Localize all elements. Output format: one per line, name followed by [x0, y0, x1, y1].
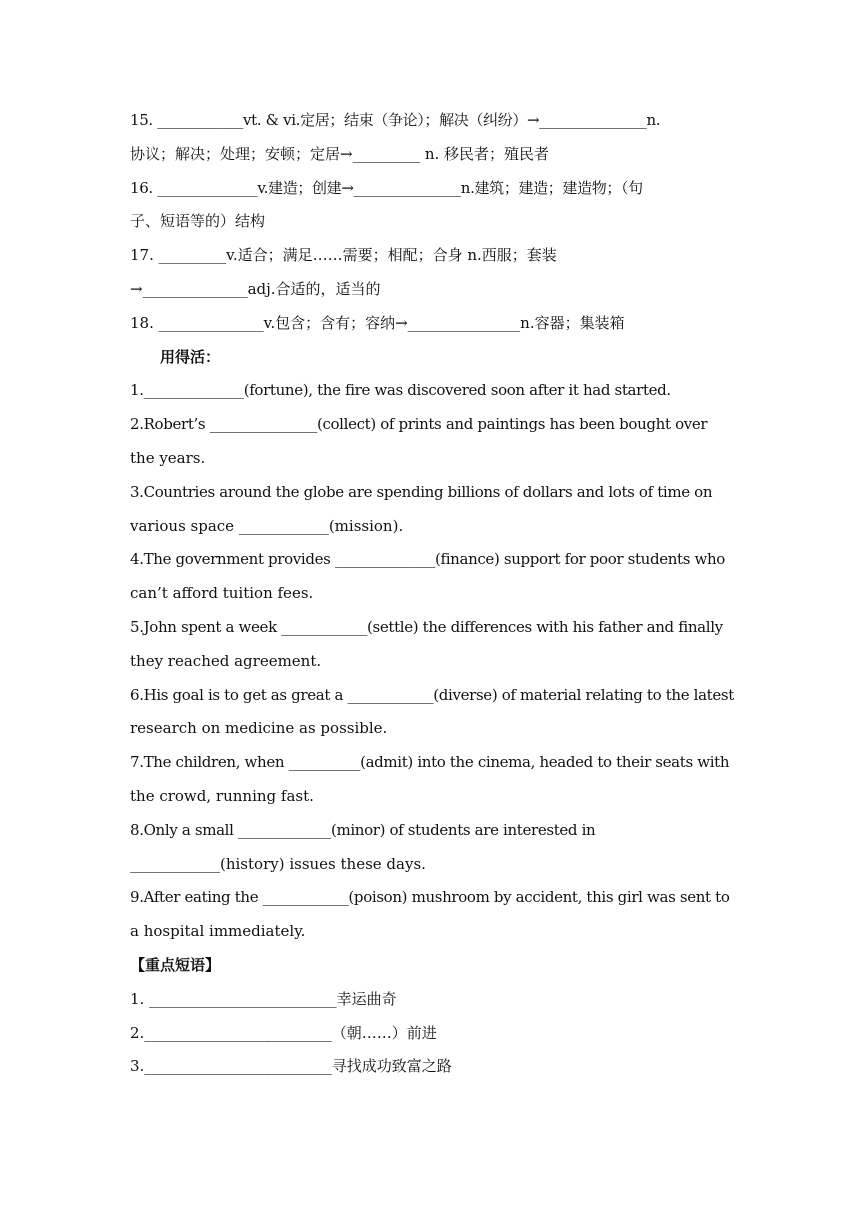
- exercise-8-line-2: ____________(history) issues these days.: [130, 854, 426, 873]
- exercise-6-line-1: 6.His goal is to get as great a ____________(diverse) of material relating to the latest: [130, 685, 734, 704]
- vocab-item-16-line-2: 子、短语等的）结构: [130, 212, 266, 231]
- vocab-item-17-line-2: →______________adj.合适的，适当的: [130, 279, 381, 298]
- document-content: [130, 104, 732, 1084]
- exercise-3-line-1: 3.Countries around the globe are spending billions of dollars and lots of time on: [130, 482, 713, 501]
- phrases-heading: 【重点短语】: [130, 955, 221, 974]
- vocab-item-18-line-1: 18. ______________v.包含；含有；容纳→_______________n.容器；集装箱: [130, 313, 625, 332]
- exercise-4-line-2: can’t afford tuition fees.: [130, 584, 314, 603]
- exercise-4-line-1: 4.The government provides ______________(finance) support for poor students who: [130, 550, 725, 569]
- exercise-9-line-2: a hospital immediately.: [130, 922, 306, 941]
- exercise-7-line-2: the crowd, running fast.: [130, 786, 314, 805]
- exercise-6-line-2: research on medicine as possible.: [130, 719, 388, 738]
- phrase-item-3: 3._________________________寻找成功致富之路: [130, 1057, 452, 1076]
- vocab-item-15-line-2: 协议；解决；处理；安顿；定居→_________ n. 移民者；殖民者: [130, 144, 550, 163]
- exercise-2-line-2: the years.: [130, 448, 206, 467]
- exercise-5-line-2: they reached agreement.: [130, 651, 322, 670]
- exercise-7-line-1: 7.The children, when __________(admit) into the cinema, headed to their seats with: [130, 753, 730, 772]
- vocab-item-16-line-1: 16. ______________v.建造；创建→_______________n.建筑；建造；建造物；（句: [130, 178, 643, 197]
- exercise-3-line-2: various space ____________(mission).: [130, 516, 404, 535]
- exercise-8-line-1: 8.Only a small _____________(minor) of students are interested in: [130, 820, 596, 839]
- phrase-item-2: 2._________________________（朝……）前进: [130, 1023, 437, 1042]
- vocab-item-17-line-1: 17. _________v.适合；满足……需要；相配；合身 n.西服；套装: [130, 246, 557, 265]
- usage-heading: 用得活：: [160, 347, 221, 366]
- exercise-5-line-1: 5.John spent a week ____________(settle) the differences with his father and finally: [130, 617, 723, 636]
- exercise-2-line-1: 2.Robert’s _______________(collect) of prints and paintings has been bought over: [130, 415, 708, 434]
- exercise-1-line-1: 1.______________(fortune), the fire was discovered soon after it had started.: [130, 381, 671, 400]
- phrase-item-1: 1. _________________________幸运曲奇: [130, 989, 397, 1008]
- vocab-item-15-line-1: 15. ____________vt. & vi.定居；结束（争论）；解决（纠纷）→_______________n.: [130, 111, 661, 129]
- exercise-9-line-1: 9.After eating the ____________(poison) mushroom by accident, this girl was sent to: [130, 888, 730, 907]
